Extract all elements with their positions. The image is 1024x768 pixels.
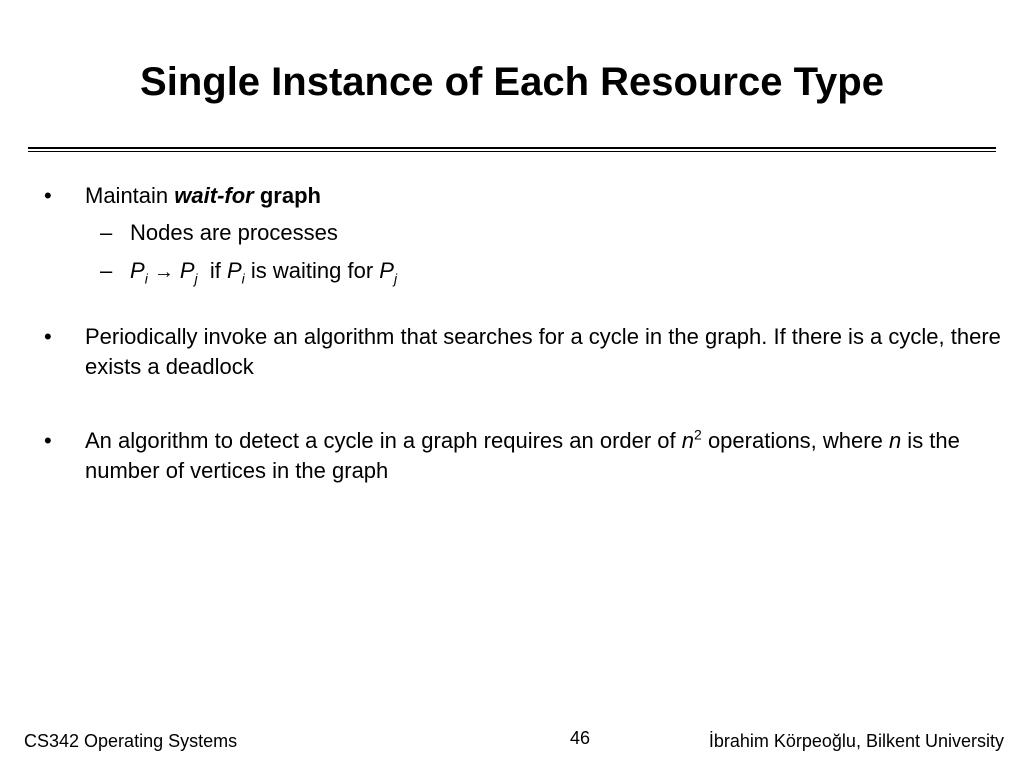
- bullet-marker: •: [44, 428, 52, 453]
- subitem-marker: –: [100, 220, 113, 245]
- slide-title: Single Instance of Each Resource Type: [140, 60, 884, 104]
- formula-waiting-text: is waiting for: [244, 258, 380, 283]
- bullet-text-emphasis: wait-for: [174, 183, 254, 208]
- bullet-text-part2: operations, where: [701, 428, 889, 453]
- bullet-text-prefix: Maintain: [85, 183, 175, 208]
- var-n: n: [681, 428, 695, 453]
- bullet-marker: •: [44, 183, 52, 208]
- footer-page-number: 46: [570, 728, 591, 748]
- bullet-text-part1: An algorithm to detect a cycle in a graph requires an order of: [85, 428, 682, 453]
- footer-course: CS342 Operating Systems: [24, 731, 238, 751]
- bullet-text: Periodically invoke an algorithm that searches for a cycle in the graph. If there is a cycle, there exists a deadlock: [85, 324, 1001, 379]
- var-p-i: $P_i$: [130, 258, 148, 287]
- bullet-text-part3: is the number of vertices in the graph: [85, 428, 960, 483]
- formula-if-text: if: [197, 258, 227, 283]
- var-p-j-2: $P_j$: [379, 258, 398, 287]
- arrow-symbol: →: [153, 261, 174, 283]
- title-divider-thick: [28, 147, 996, 149]
- bullet-marker: •: [44, 324, 52, 349]
- subitem-formula: [130, 256, 397, 287]
- var-n-2: n: [888, 428, 902, 453]
- subitem-text: Nodes are processes: [130, 220, 338, 245]
- var-p-j: $P_j$: [179, 258, 198, 287]
- bullet-text: [85, 426, 1005, 486]
- exponent-2: 2: [694, 426, 702, 443]
- title-divider-thin: [28, 151, 996, 152]
- footer-author: İbrahim Körpeoğlu, Bilkent University: [708, 731, 1004, 751]
- bullet-text-suffix: graph: [253, 183, 321, 208]
- bullet-text: [85, 181, 1005, 211]
- var-p-i-2: $P_i$: [226, 258, 245, 287]
- subitem-marker: –: [100, 258, 113, 283]
